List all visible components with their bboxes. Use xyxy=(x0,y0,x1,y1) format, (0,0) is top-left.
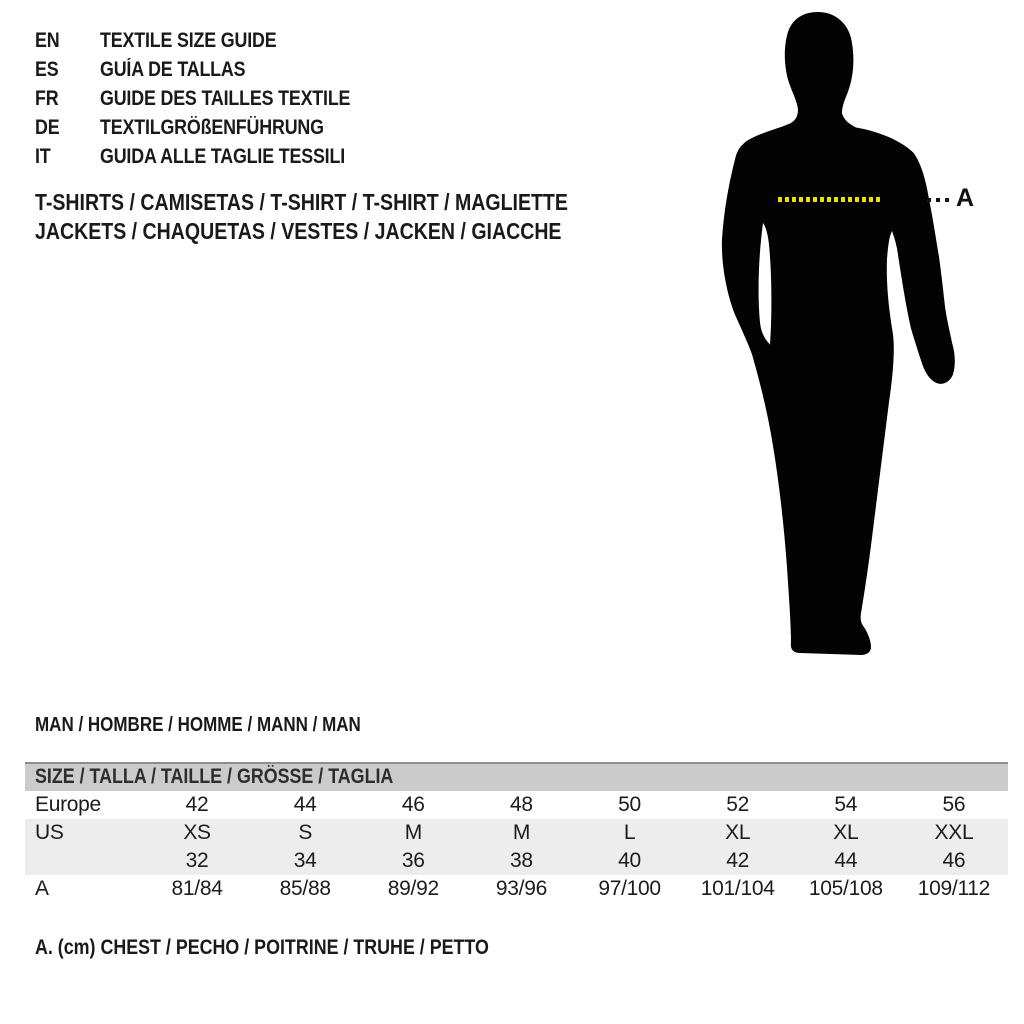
row-label xyxy=(25,847,143,875)
row-label: A xyxy=(35,877,49,900)
table-cell: XS xyxy=(183,821,211,844)
table-cell: S xyxy=(298,821,313,844)
measure-leader-line xyxy=(927,198,954,202)
measure-label-a: A xyxy=(956,184,975,212)
measurement-footnote: A. (cm) CHEST / PECHO / POITRINE / TRUHE / PETTO xyxy=(35,936,489,959)
table-row-numeric xyxy=(25,847,1008,875)
language-code: ES xyxy=(35,57,59,81)
language-code: IT xyxy=(35,144,51,168)
table-cell: 54 xyxy=(834,793,858,816)
size-table-header: SIZE / TALLA / TAILLE / GRÖSSE / TAGLIA xyxy=(25,762,1008,791)
table-cell: 32 xyxy=(185,849,209,872)
table-cell: 52 xyxy=(726,793,750,816)
language-row-es xyxy=(35,55,394,84)
table-row-chest xyxy=(25,875,1008,903)
table-cell: 97/100 xyxy=(598,877,661,900)
guide-title-en: TEXTILE SIZE GUIDE xyxy=(100,28,277,52)
language-code: DE xyxy=(35,115,60,139)
table-cell: XXL xyxy=(934,821,974,844)
table-cell: 50 xyxy=(618,793,641,816)
guide-title-de: TEXTILGRÖßENFÜHRUNG xyxy=(100,115,324,139)
table-cell: 42 xyxy=(726,849,750,872)
row-label: Europe xyxy=(35,793,101,816)
table-cell: 46 xyxy=(401,793,425,816)
table-cell: 44 xyxy=(293,793,317,816)
table-cell: 89/92 xyxy=(387,877,439,900)
table-cell: 81/84 xyxy=(171,877,223,900)
table-cell: 34 xyxy=(293,849,317,872)
size-table xyxy=(25,762,1008,903)
table-cell: 42 xyxy=(185,793,209,816)
table-cell: 101/104 xyxy=(700,877,775,900)
category-lines xyxy=(35,188,662,246)
table-cell: XL xyxy=(725,821,751,844)
language-row-de xyxy=(35,113,394,142)
language-row-it xyxy=(35,142,394,171)
language-code: EN xyxy=(35,28,60,52)
guide-title-it: GUIDA ALLE TAGLIE TESSILI xyxy=(100,144,345,168)
table-row-europe xyxy=(25,791,1008,819)
table-cell: 40 xyxy=(618,849,641,872)
table-cell: 36 xyxy=(401,849,425,872)
language-code: FR xyxy=(35,86,59,110)
table-cell: 44 xyxy=(834,849,858,872)
table-cell: 93/96 xyxy=(495,877,547,900)
table-cell: 105/108 xyxy=(808,877,883,900)
table-cell: M xyxy=(512,821,531,844)
section-title-man: MAN / HOMBRE / HOMME / MANN / MAN xyxy=(35,714,361,736)
language-row-fr xyxy=(35,84,394,113)
category-tshirts: T-SHIRTS / CAMISETAS / T-SHIRT / T-SHIRT / MAGLIETTE xyxy=(35,189,568,215)
table-cell: 38 xyxy=(510,849,533,872)
table-cell: 85/88 xyxy=(279,877,331,900)
table-cell: 48 xyxy=(510,793,533,816)
table-cell: 56 xyxy=(942,793,966,816)
man-silhouette xyxy=(712,8,962,660)
table-cell: M xyxy=(404,821,422,844)
table-cell: 46 xyxy=(942,849,966,872)
language-row-en xyxy=(35,26,394,55)
language-title-list xyxy=(35,26,394,171)
guide-title-es: GUÍA DE TALLAS xyxy=(100,57,246,81)
guide-title-fr: GUIDE DES TAILLES TEXTILE xyxy=(100,86,351,110)
table-cell: XL xyxy=(833,821,859,844)
chest-measurement-line xyxy=(778,197,882,202)
table-cell: L xyxy=(623,821,636,844)
category-jackets: JACKETS / CHAQUETAS / VESTES / JACKEN / GIACCHE xyxy=(35,218,562,244)
table-row-us xyxy=(25,819,1008,847)
row-label: US xyxy=(35,821,64,844)
table-cell: 109/112 xyxy=(917,877,991,900)
man-silhouette-shape xyxy=(722,12,955,655)
